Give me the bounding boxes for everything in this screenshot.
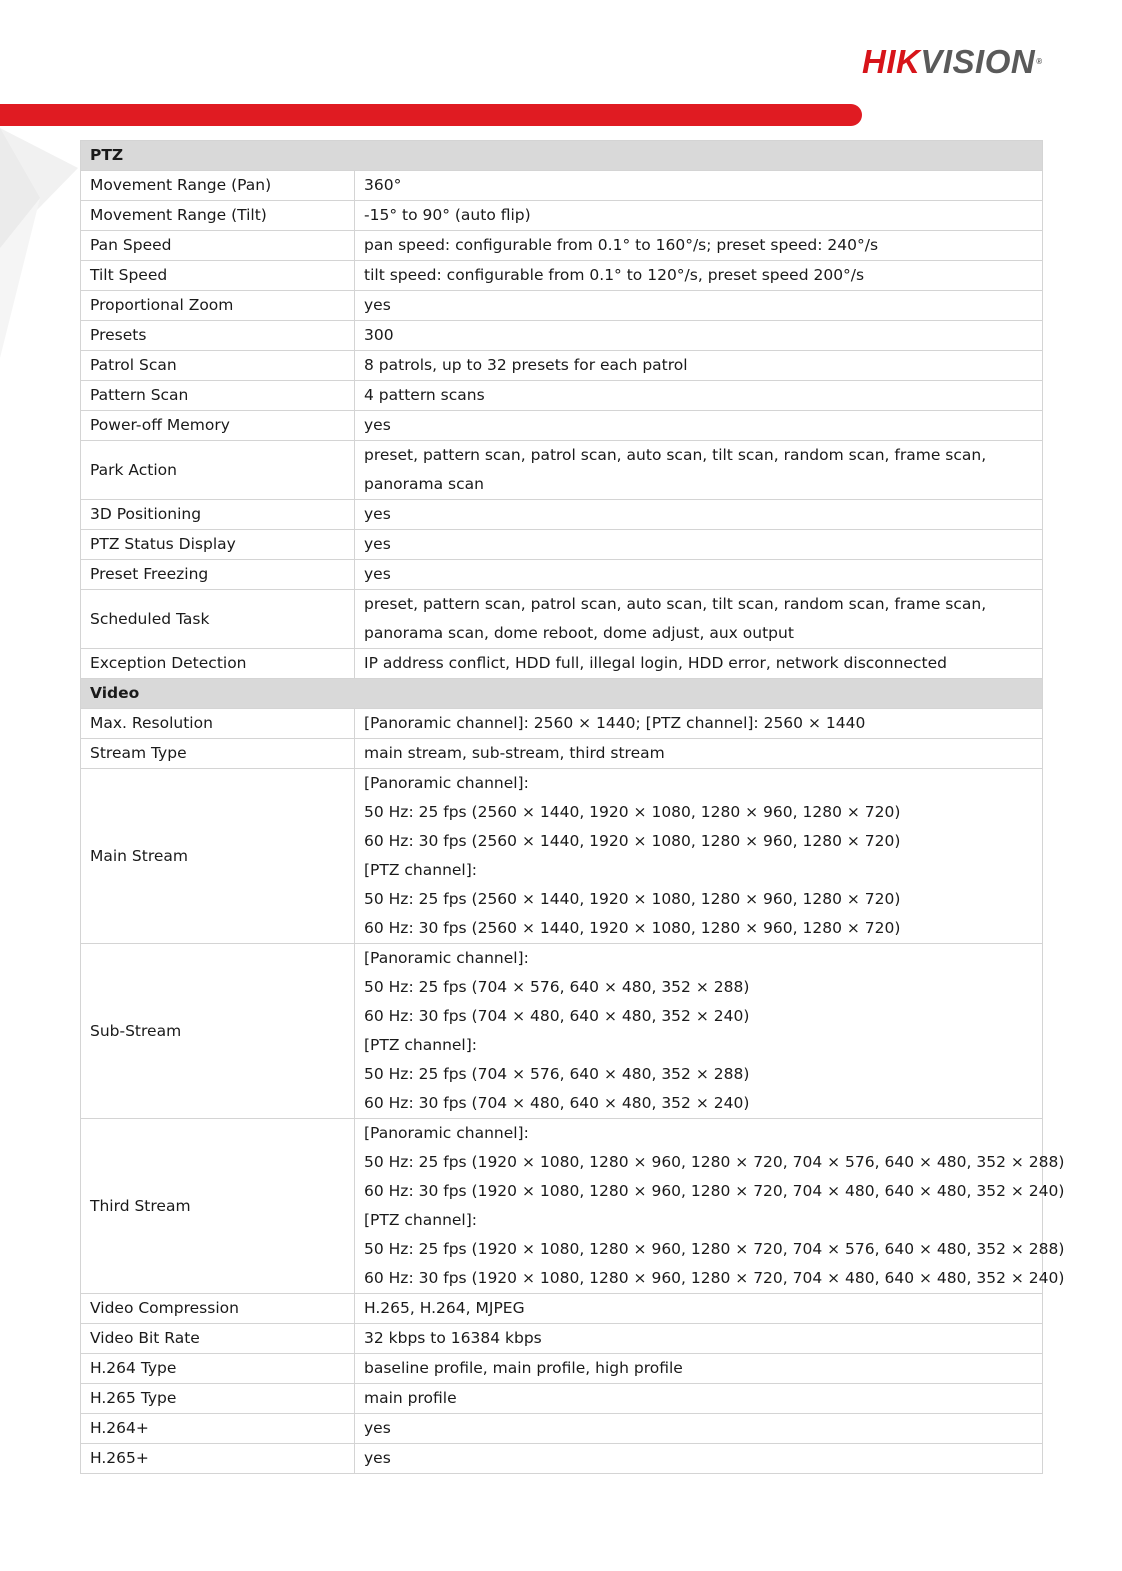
spec-value-line: 50 Hz: 25 fps (704 × 576, 640 × 480, 352 × 288) <box>364 978 750 996</box>
spec-value <box>355 441 1043 500</box>
spec-value <box>355 649 1043 679</box>
spec-label: Main Stream <box>81 769 355 944</box>
spec-row <box>81 1384 1043 1414</box>
spec-value-line: [PTZ channel]: <box>364 1211 478 1229</box>
spec-value <box>355 1444 1043 1474</box>
spec-row <box>81 944 1043 1119</box>
spec-value-line: 50 Hz: 25 fps (2560 × 1440, 1920 × 1080, 1280 × 960, 1280 × 720) <box>364 803 901 821</box>
spec-value-line: yes <box>364 505 391 523</box>
spec-label: Preset Freezing <box>81 560 355 590</box>
spec-value-line: 50 Hz: 25 fps (1920 × 1080, 1280 × 960, 1280 × 720, 704 × 576, 640 × 480, 352 × 288) <box>364 1240 1065 1258</box>
spec-label: Patrol Scan <box>81 351 355 381</box>
spec-value <box>355 1294 1043 1324</box>
section-title: Video <box>81 679 1043 709</box>
spec-label: Tilt Speed <box>81 261 355 291</box>
section-title: PTZ <box>81 141 1043 171</box>
spec-row <box>81 261 1043 291</box>
spec-row <box>81 1294 1043 1324</box>
spec-value-line: 50 Hz: 25 fps (704 × 576, 640 × 480, 352 × 288) <box>364 1065 750 1083</box>
spec-value-line: 50 Hz: 25 fps (1920 × 1080, 1280 × 960, 1280 × 720, 704 × 576, 640 × 480, 352 × 288) <box>364 1153 1065 1171</box>
spec-label: H.264 Type <box>81 1354 355 1384</box>
spec-value-line: yes <box>364 565 391 583</box>
spec-value-line: baseline profile, main profile, high profile <box>364 1359 683 1377</box>
spec-value-line: 300 <box>364 326 394 344</box>
spec-label: H.264+ <box>81 1414 355 1444</box>
spec-row <box>81 291 1043 321</box>
spec-label: H.265 Type <box>81 1384 355 1414</box>
spec-row <box>81 769 1043 944</box>
spec-label: Third Stream <box>81 1119 355 1294</box>
spec-row <box>81 649 1043 679</box>
spec-label: PTZ Status Display <box>81 530 355 560</box>
spec-value <box>355 590 1043 649</box>
spec-label: Stream Type <box>81 739 355 769</box>
spec-row <box>81 1444 1043 1474</box>
spec-value <box>355 411 1043 441</box>
section-header <box>81 141 1043 171</box>
spec-row <box>81 171 1043 201</box>
spec-label: Pan Speed <box>81 231 355 261</box>
spec-row <box>81 1354 1043 1384</box>
spec-value-line: 60 Hz: 30 fps (704 × 480, 640 × 480, 352 × 240) <box>364 1094 750 1112</box>
spec-value <box>355 201 1043 231</box>
spec-value <box>355 1384 1043 1414</box>
spec-value <box>355 261 1043 291</box>
spec-value-line: 8 patrols, up to 32 presets for each patrol <box>364 356 688 374</box>
spec-value-line: [Panoramic channel]: <box>364 774 529 792</box>
spec-label: Park Action <box>81 441 355 500</box>
spec-value-line: yes <box>364 416 391 434</box>
spec-value-line: 60 Hz: 30 fps (704 × 480, 640 × 480, 352 × 240) <box>364 1007 750 1025</box>
spec-value <box>355 171 1043 201</box>
logo-part-vision: VISION <box>920 43 1036 80</box>
spec-row <box>81 590 1043 649</box>
spec-value-line: [Panoramic channel]: <box>364 1124 529 1142</box>
spec-value <box>355 291 1043 321</box>
spec-label: Presets <box>81 321 355 351</box>
spec-table <box>80 140 1065 1474</box>
spec-value-line: [PTZ channel]: <box>364 861 478 879</box>
spec-value <box>355 351 1043 381</box>
spec-value-line: 32 kbps to 16384 kbps <box>364 1329 542 1347</box>
spec-label: 3D Positioning <box>81 500 355 530</box>
spec-label: Exception Detection <box>81 649 355 679</box>
spec-value-line: main profile <box>364 1389 457 1407</box>
spec-label: H.265+ <box>81 1444 355 1474</box>
spec-value-line: 360° <box>364 176 402 194</box>
spec-value-line: 60 Hz: 30 fps (2560 × 1440, 1920 × 1080, 1280 × 960, 1280 × 720) <box>364 832 901 850</box>
spec-value <box>355 231 1043 261</box>
spec-label: Scheduled Task <box>81 590 355 649</box>
section-header <box>81 679 1043 709</box>
spec-value <box>355 769 1043 944</box>
spec-row <box>81 411 1043 441</box>
spec-value-line: panorama scan, dome reboot, dome adjust, aux output <box>364 624 794 642</box>
spec-row <box>81 1324 1043 1354</box>
spec-value <box>355 1414 1043 1444</box>
spec-row <box>81 500 1043 530</box>
spec-row <box>81 739 1043 769</box>
spec-row <box>81 709 1043 739</box>
logo-part-hik: HIK <box>862 43 921 80</box>
spec-row <box>81 201 1043 231</box>
spec-value-line: yes <box>364 1449 391 1467</box>
spec-row <box>81 231 1043 261</box>
spec-label: Video Bit Rate <box>81 1324 355 1354</box>
spec-value <box>355 530 1043 560</box>
spec-value-line: 4 pattern scans <box>364 386 485 404</box>
spec-row <box>81 1119 1043 1294</box>
spec-value-line: [PTZ channel]: <box>364 1036 478 1054</box>
spec-label: Sub-Stream <box>81 944 355 1119</box>
spec-value-line: main stream, sub-stream, third stream <box>364 744 665 762</box>
spec-label: Power-off Memory <box>81 411 355 441</box>
spec-row <box>81 441 1043 500</box>
spec-value <box>355 1119 1065 1294</box>
spec-row <box>81 1414 1043 1444</box>
spec-label: Video Compression <box>81 1294 355 1324</box>
spec-value-line: [Panoramic channel]: 2560 × 1440; [PTZ channel]: 2560 × 1440 <box>364 714 866 732</box>
spec-value <box>355 560 1043 590</box>
header-red-bar <box>0 104 862 126</box>
spec-value-line: 50 Hz: 25 fps (2560 × 1440, 1920 × 1080, 1280 × 960, 1280 × 720) <box>364 890 901 908</box>
spec-value-line: -15° to 90° (auto flip) <box>364 206 531 224</box>
spec-row <box>81 321 1043 351</box>
spec-value <box>355 381 1043 411</box>
spec-value-line: yes <box>364 1419 391 1437</box>
logo-registered-mark: ® <box>1036 57 1043 66</box>
spec-value-line: panorama scan <box>364 475 484 493</box>
spec-value <box>355 321 1043 351</box>
spec-value-line: tilt speed: configurable from 0.1° to 120°/s, preset speed 200°/s <box>364 266 865 284</box>
spec-value-line: preset, pattern scan, patrol scan, auto scan, tilt scan, random scan, frame scan, <box>364 595 987 613</box>
spec-row <box>81 530 1043 560</box>
spec-row <box>81 351 1043 381</box>
decorative-star-graphic <box>0 128 80 358</box>
spec-value-line: 60 Hz: 30 fps (1920 × 1080, 1280 × 960, 1280 × 720, 704 × 480, 640 × 480, 352 × 240) <box>364 1182 1065 1200</box>
spec-value <box>355 1324 1043 1354</box>
spec-value-line: yes <box>364 296 391 314</box>
spec-label: Proportional Zoom <box>81 291 355 321</box>
spec-value-line: 60 Hz: 30 fps (2560 × 1440, 1920 × 1080, 1280 × 960, 1280 × 720) <box>364 919 901 937</box>
spec-value-line: pan speed: configurable from 0.1° to 160°/s; preset speed: 240°/s <box>364 236 879 254</box>
spec-value-line: yes <box>364 535 391 553</box>
spec-value-line: [Panoramic channel]: <box>364 949 529 967</box>
spec-value-line: 60 Hz: 30 fps (1920 × 1080, 1280 × 960, 1280 × 720, 704 × 480, 640 × 480, 352 × 240) <box>364 1269 1065 1287</box>
spec-value-line: preset, pattern scan, patrol scan, auto scan, tilt scan, random scan, frame scan, <box>364 446 987 464</box>
hikvision-logo <box>862 44 1043 80</box>
spec-row <box>81 560 1043 590</box>
spec-value <box>355 1354 1043 1384</box>
spec-value <box>355 944 1043 1119</box>
spec-label: Max. Resolution <box>81 709 355 739</box>
spec-value-line: H.265, H.264, MJPEG <box>364 1299 525 1317</box>
spec-value <box>355 709 1043 739</box>
spec-value <box>355 739 1043 769</box>
spec-label: Pattern Scan <box>81 381 355 411</box>
spec-label: Movement Range (Tilt) <box>81 201 355 231</box>
spec-value <box>355 500 1043 530</box>
spec-row <box>81 381 1043 411</box>
spec-label: Movement Range (Pan) <box>81 171 355 201</box>
spec-value-line: IP address conflict, HDD full, illegal login, HDD error, network disconnected <box>364 654 947 672</box>
